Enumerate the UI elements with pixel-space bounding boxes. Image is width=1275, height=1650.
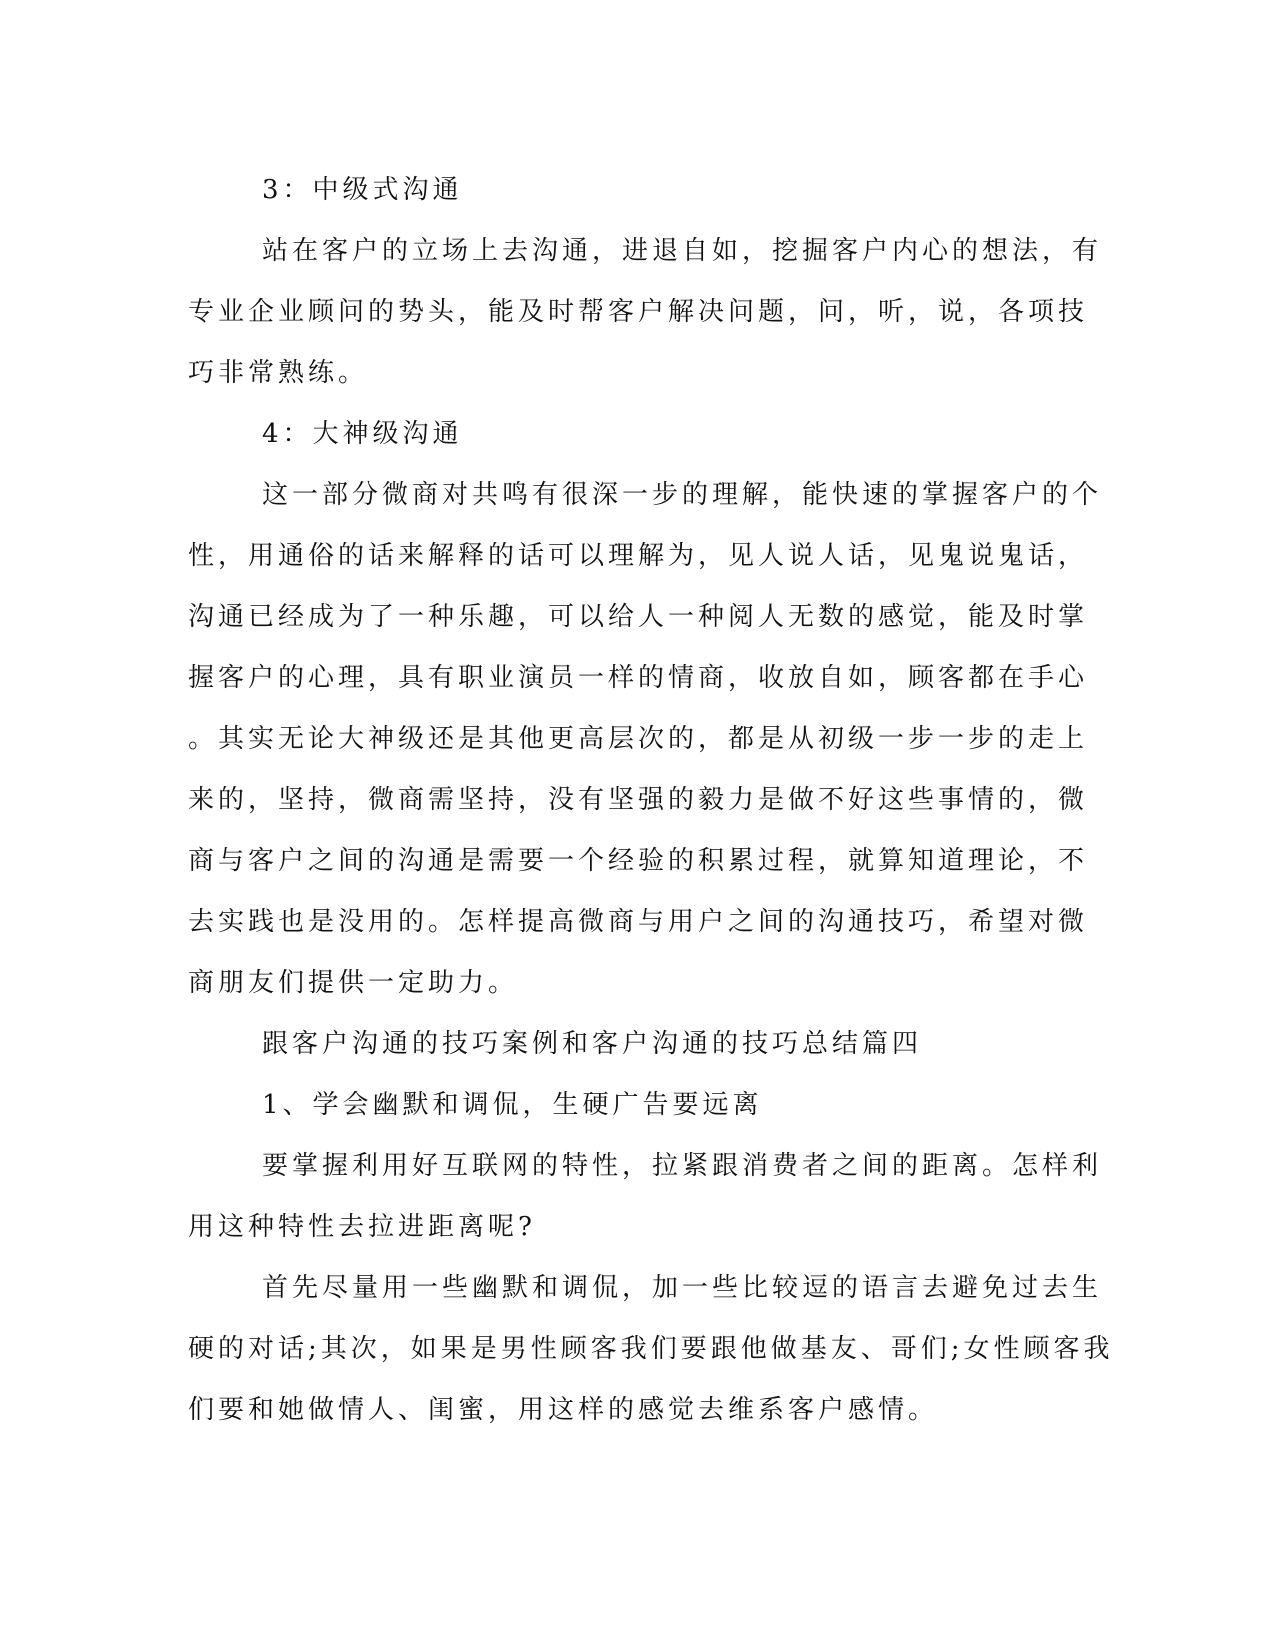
paragraph-line: 用这种特性去拉进距离呢? (188, 1212, 536, 1242)
paragraph-line: 要掌握利用好互联网的特性，拉紧跟消费者之间的距离。怎样利 (262, 1151, 1103, 1181)
paragraph-line: 专业企业顾问的势头，能及时帮客户解决问题，问，听，说，各项技 (188, 297, 1089, 327)
subheading-humor: 1、学会幽默和调侃，生硬广告要远离 (262, 1090, 763, 1120)
paragraph-line: 来的，坚持，微商需坚持，没有坚强的毅力是做不好这些事情的，微 (188, 785, 1089, 815)
body-text (188, 160, 1114, 1441)
paragraph-line: 商与客户之间的沟通是需要一个经验的积累过程，就算知道理论，不 (188, 846, 1089, 876)
paragraph-line: 握客户的心理，具有职业演员一样的情商，收放自如，顾客都在手心 (188, 663, 1089, 693)
paragraph-line: 这一部分微商对共鸣有很深一步的理解，能快速的掌握客户的个 (262, 480, 1103, 510)
paragraph-line: 商朋友们提供一定助力。 (188, 968, 519, 998)
paragraph-line: 硬的对话;其次，如果是男性顾客我们要跟他做基友、哥们;女性顾客我 (188, 1334, 1114, 1364)
paragraph-line: 性，用通俗的话来解释的话可以理解为，见人说人话，见鬼说鬼话， (188, 541, 1089, 571)
paragraph-line: 们要和她做情人、闺蜜，用这样的感觉去维系客户感情。 (188, 1395, 939, 1425)
paragraph-line: 沟通已经成为了一种乐趣，可以给人一种阅人无数的感觉，能及时掌 (188, 602, 1089, 632)
heading-intermediate-communication: 3：中级式沟通 (262, 175, 463, 205)
section-title: 跟客户沟通的技巧案例和客户沟通的技巧总结篇四 (262, 1029, 923, 1059)
heading-master-communication: 4：大神级沟通 (262, 419, 463, 449)
paragraph-line: 巧非常熟练。 (188, 358, 369, 388)
paragraph-line: 首先尽量用一些幽默和调侃，加一些比较逗的语言去避免过去生 (262, 1273, 1103, 1303)
paragraph-line: 。其实无论大神级还是其他更高层次的，都是从初级一步一步的走上 (188, 724, 1089, 754)
paragraph-line: 站在客户的立场上去沟通，进退自如，挖掘客户内心的想法，有 (262, 236, 1103, 266)
paragraph-line: 去实践也是没用的。怎样提高微商与用户之间的沟通技巧，希望对微 (188, 907, 1089, 937)
